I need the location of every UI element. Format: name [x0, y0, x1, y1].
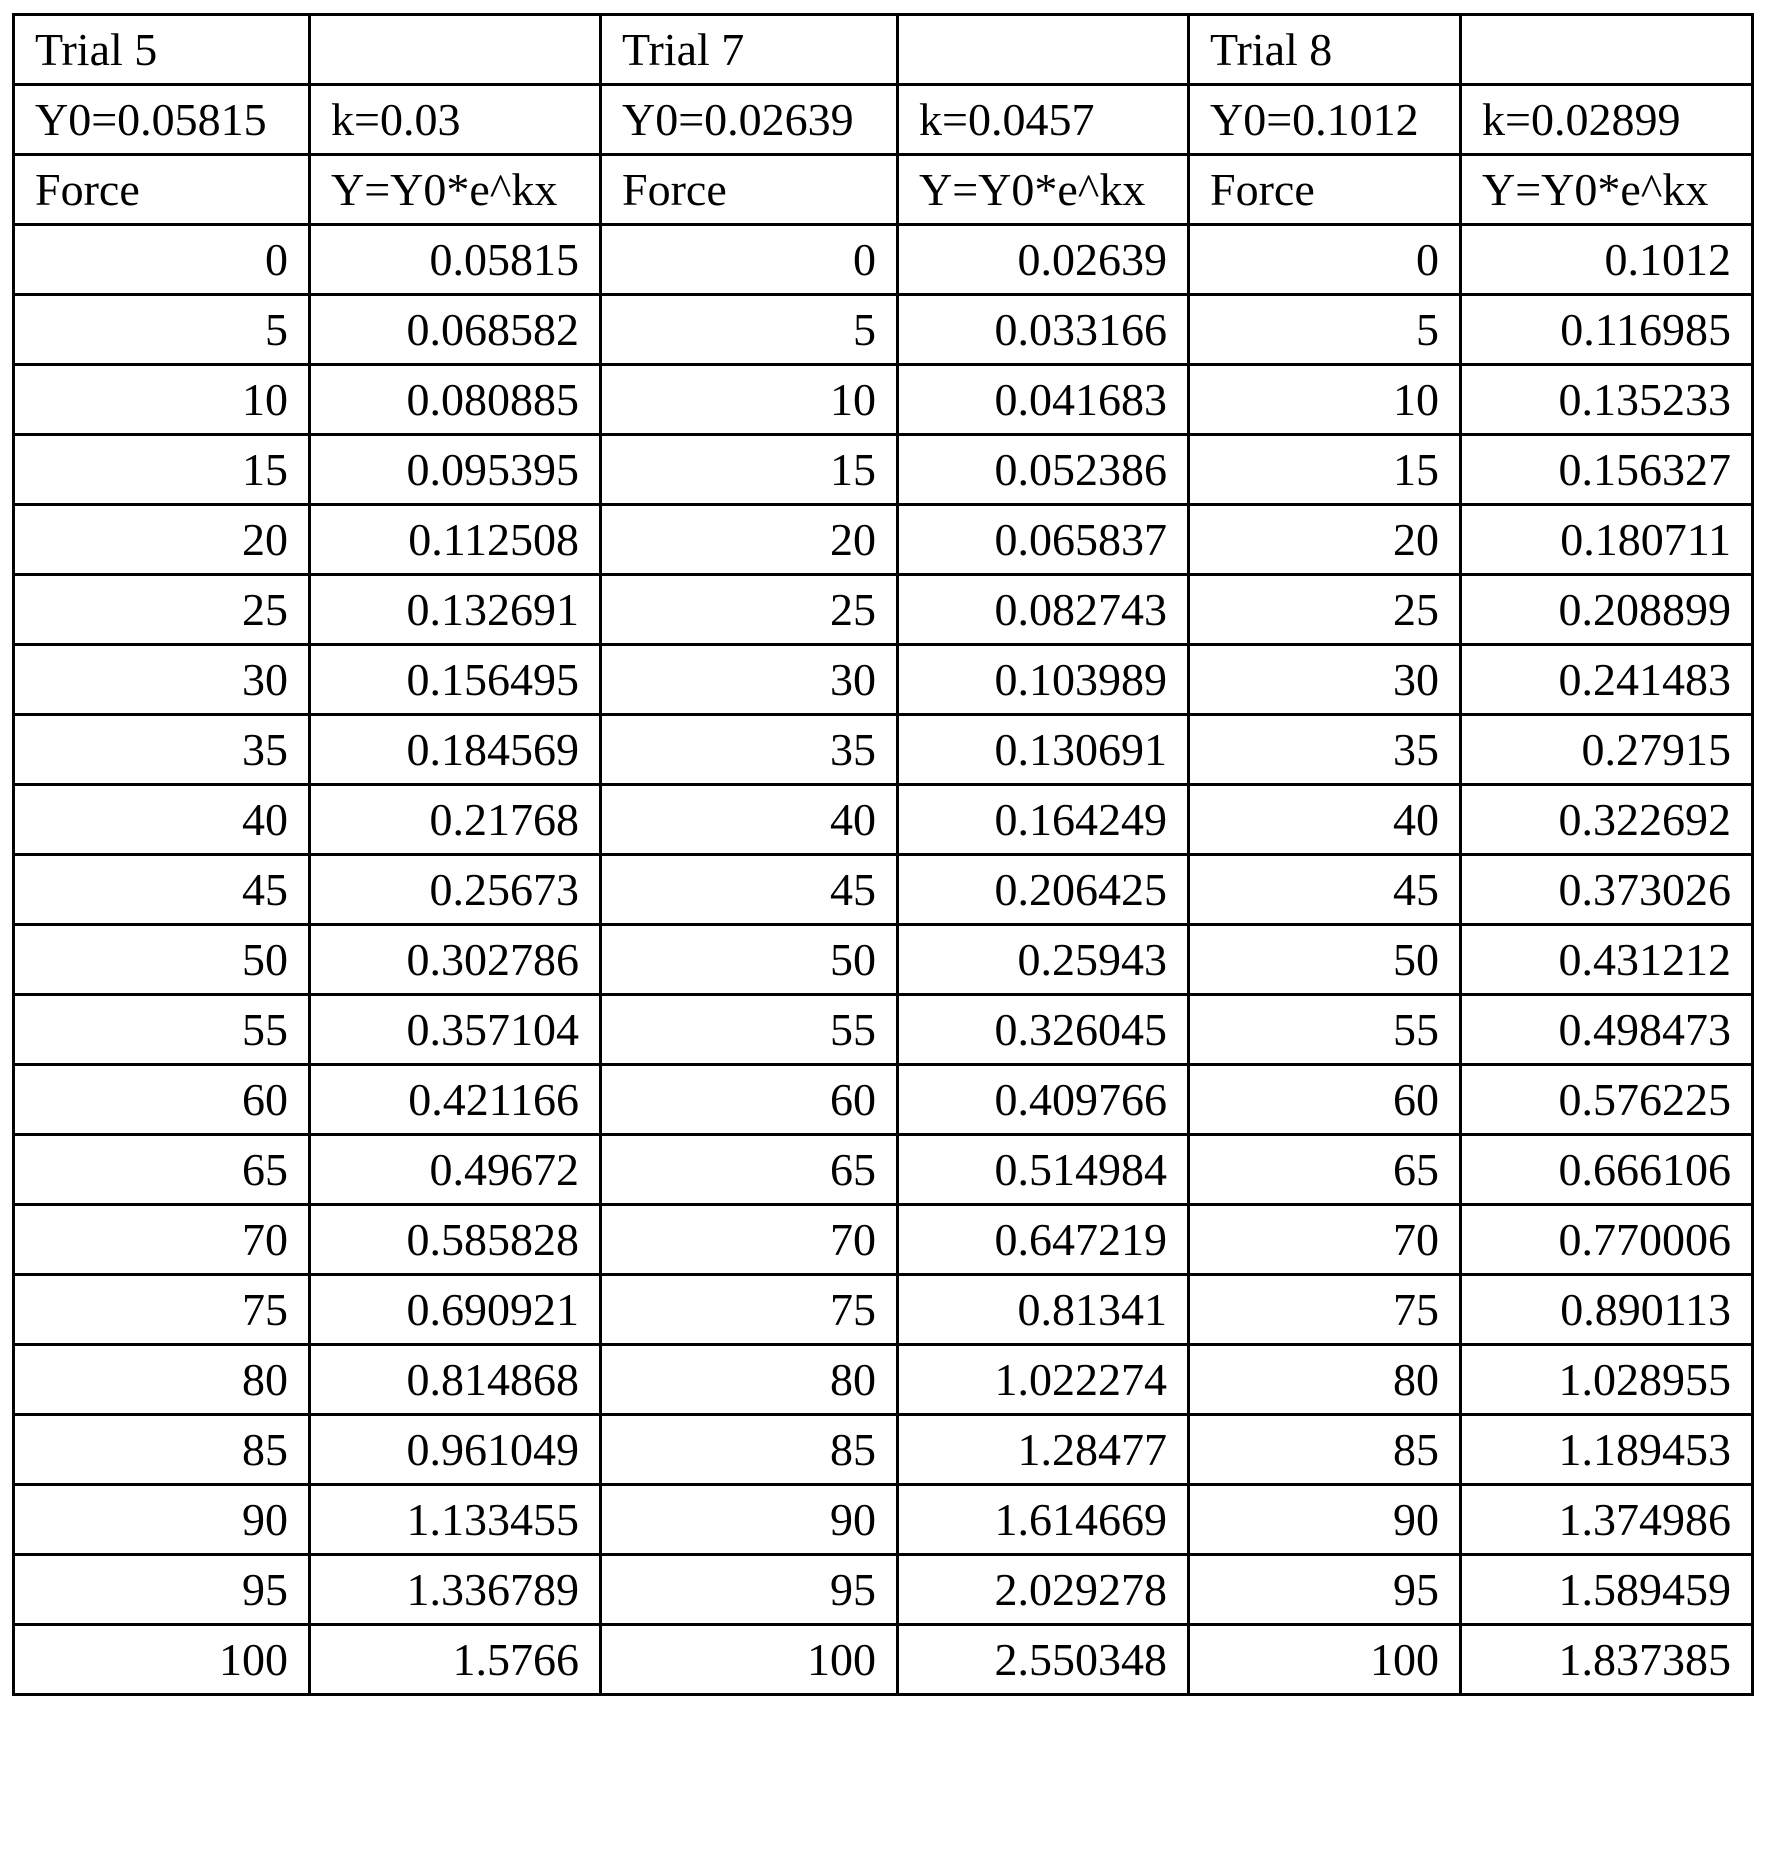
trial-7-y-cell: 0.164249 [898, 785, 1189, 855]
table-row [14, 855, 1753, 925]
trial-7-title: Trial 7 [601, 15, 898, 85]
trial-5-force-cell: 70 [14, 1205, 310, 1275]
trial-8-y-cell: 0.241483 [1461, 645, 1753, 715]
trial-7-y-header: Y=Y0*e^kx [898, 155, 1189, 225]
trial-5-force-cell: 25 [14, 575, 310, 645]
trial-8-y-cell: 0.135233 [1461, 365, 1753, 435]
trial-7-y-cell: 0.25943 [898, 925, 1189, 995]
trial-5-y-cell: 0.095395 [310, 435, 601, 505]
table-row [14, 295, 1753, 365]
trial-5-force-cell: 0 [14, 225, 310, 295]
trial-title-row [14, 15, 1753, 85]
trial-8-k: k=0.02899 [1461, 85, 1753, 155]
trial-7-y-cell: 0.033166 [898, 295, 1189, 365]
trial-7-force-cell: 95 [601, 1555, 898, 1625]
trial-8-y-cell: 1.589459 [1461, 1555, 1753, 1625]
trial-7-y-cell: 0.103989 [898, 645, 1189, 715]
trial-7-y-cell: 1.614669 [898, 1485, 1189, 1555]
trial-7-force-cell: 35 [601, 715, 898, 785]
trial-8-y-cell: 0.666106 [1461, 1135, 1753, 1205]
table-row [14, 1555, 1753, 1625]
trial-5-force-cell: 20 [14, 505, 310, 575]
table-row [14, 1485, 1753, 1555]
trial-8-force-cell: 25 [1189, 575, 1461, 645]
table-row [14, 225, 1753, 295]
trial-7-force-cell: 85 [601, 1415, 898, 1485]
trial-7-y-cell: 0.052386 [898, 435, 1189, 505]
trial-7-k: k=0.0457 [898, 85, 1189, 155]
trial-8-y-cell: 1.374986 [1461, 1485, 1753, 1555]
trial-5-y-cell: 0.132691 [310, 575, 601, 645]
trial-5-force-cell: 15 [14, 435, 310, 505]
trial-5-force-cell: 30 [14, 645, 310, 715]
trial-8-force-cell: 90 [1189, 1485, 1461, 1555]
table-row [14, 1345, 1753, 1415]
trial-7-title-blank [898, 15, 1189, 85]
trial-7-force-header: Force [601, 155, 898, 225]
trial-5-force-cell: 45 [14, 855, 310, 925]
trial-8-force-cell: 0 [1189, 225, 1461, 295]
trial-8-y-cell: 0.576225 [1461, 1065, 1753, 1135]
trial-5-force-cell: 75 [14, 1275, 310, 1345]
table-row [14, 365, 1753, 435]
trial-8-y-cell: 0.27915 [1461, 715, 1753, 785]
table-row [14, 715, 1753, 785]
trial-8-title-blank [1461, 15, 1753, 85]
trial-7-y-cell: 0.326045 [898, 995, 1189, 1065]
trial-7-y-cell: 2.029278 [898, 1555, 1189, 1625]
trial-7-y-cell: 0.130691 [898, 715, 1189, 785]
trial-7-y-cell: 0.02639 [898, 225, 1189, 295]
parameter-row [14, 85, 1753, 155]
table-row [14, 645, 1753, 715]
trial-8-y-cell: 0.770006 [1461, 1205, 1753, 1275]
trial-8-force-cell: 20 [1189, 505, 1461, 575]
trial-5-y-cell: 0.080885 [310, 365, 601, 435]
trial-7-y-cell: 0.041683 [898, 365, 1189, 435]
trial-5-force-cell: 40 [14, 785, 310, 855]
trial-8-force-cell: 80 [1189, 1345, 1461, 1415]
trial-7-y-cell: 1.022274 [898, 1345, 1189, 1415]
table-row [14, 435, 1753, 505]
table-row [14, 1415, 1753, 1485]
table-row [14, 1205, 1753, 1275]
trial-7-y-cell: 1.28477 [898, 1415, 1189, 1485]
trial-8-force-cell: 70 [1189, 1205, 1461, 1275]
trial-5-force-cell: 10 [14, 365, 310, 435]
trial-8-force-cell: 10 [1189, 365, 1461, 435]
trial-8-y-cell: 0.431212 [1461, 925, 1753, 995]
trial-7-force-cell: 15 [601, 435, 898, 505]
trial-5-y-cell: 1.336789 [310, 1555, 601, 1625]
trial-7-force-cell: 25 [601, 575, 898, 645]
trial-7-y0: Y0=0.02639 [601, 85, 898, 155]
table-row [14, 995, 1753, 1065]
trial-8-y-cell: 1.837385 [1461, 1625, 1753, 1695]
trial-8-force-cell: 30 [1189, 645, 1461, 715]
trial-7-y-cell: 2.550348 [898, 1625, 1189, 1695]
trial-8-force-cell: 75 [1189, 1275, 1461, 1345]
trial-7-y-cell: 0.065837 [898, 505, 1189, 575]
trial-8-force-cell: 5 [1189, 295, 1461, 365]
trial-5-y-cell: 0.156495 [310, 645, 601, 715]
trial-8-force-cell: 65 [1189, 1135, 1461, 1205]
trial-8-force-cell: 85 [1189, 1415, 1461, 1485]
trial-5-y-cell: 0.961049 [310, 1415, 601, 1485]
trial-7-y-cell: 0.647219 [898, 1205, 1189, 1275]
trial-5-k: k=0.03 [310, 85, 601, 155]
trial-5-y-cell: 0.112508 [310, 505, 601, 575]
trial-7-force-cell: 5 [601, 295, 898, 365]
trial-5-y-cell: 0.357104 [310, 995, 601, 1065]
trial-5-y-cell: 1.133455 [310, 1485, 601, 1555]
trial-5-force-cell: 90 [14, 1485, 310, 1555]
exponential-fit-table [12, 13, 1754, 1696]
trial-5-y-cell: 0.184569 [310, 715, 601, 785]
trial-7-force-cell: 65 [601, 1135, 898, 1205]
table-row [14, 785, 1753, 855]
trial-5-force-cell: 55 [14, 995, 310, 1065]
trial-5-y-cell: 0.05815 [310, 225, 601, 295]
trial-8-force-cell: 55 [1189, 995, 1461, 1065]
trial-5-y-cell: 0.068582 [310, 295, 601, 365]
trial-5-force-cell: 5 [14, 295, 310, 365]
trial-7-force-cell: 50 [601, 925, 898, 995]
trial-8-force-cell: 95 [1189, 1555, 1461, 1625]
trial-5-force-cell: 85 [14, 1415, 310, 1485]
trial-7-y-cell: 0.206425 [898, 855, 1189, 925]
trial-5-y-cell: 0.585828 [310, 1205, 601, 1275]
table-row [14, 575, 1753, 645]
trial-8-y0: Y0=0.1012 [1189, 85, 1461, 155]
trial-7-force-cell: 80 [601, 1345, 898, 1415]
trial-5-y-cell: 0.21768 [310, 785, 601, 855]
trial-8-force-cell: 50 [1189, 925, 1461, 995]
trial-5-force-cell: 80 [14, 1345, 310, 1415]
trial-8-force-header: Force [1189, 155, 1461, 225]
trial-7-force-cell: 100 [601, 1625, 898, 1695]
trial-8-force-cell: 45 [1189, 855, 1461, 925]
trial-5-force-cell: 100 [14, 1625, 310, 1695]
trial-8-y-header: Y=Y0*e^kx [1461, 155, 1753, 225]
trial-7-force-cell: 60 [601, 1065, 898, 1135]
trial-7-force-cell: 10 [601, 365, 898, 435]
trial-7-y-cell: 0.514984 [898, 1135, 1189, 1205]
trial-7-force-cell: 0 [601, 225, 898, 295]
trial-5-y-cell: 1.5766 [310, 1625, 601, 1695]
trial-7-force-cell: 75 [601, 1275, 898, 1345]
trial-7-force-cell: 30 [601, 645, 898, 715]
trial-8-force-cell: 40 [1189, 785, 1461, 855]
table-row [14, 925, 1753, 995]
trial-5-y-cell: 0.690921 [310, 1275, 601, 1345]
trial-7-force-cell: 90 [601, 1485, 898, 1555]
trial-5-force-cell: 95 [14, 1555, 310, 1625]
table-row [14, 505, 1753, 575]
table-row [14, 1625, 1753, 1695]
trial-8-y-cell: 0.1012 [1461, 225, 1753, 295]
trial-5-y-cell: 0.49672 [310, 1135, 601, 1205]
trial-8-y-cell: 0.322692 [1461, 785, 1753, 855]
trial-8-force-cell: 60 [1189, 1065, 1461, 1135]
trial-7-y-cell: 0.082743 [898, 575, 1189, 645]
trial-7-y-cell: 0.81341 [898, 1275, 1189, 1345]
table-row [14, 1275, 1753, 1345]
trial-8-force-cell: 100 [1189, 1625, 1461, 1695]
trial-8-y-cell: 0.890113 [1461, 1275, 1753, 1345]
trial-5-force-cell: 35 [14, 715, 310, 785]
table-row [14, 1135, 1753, 1205]
trial-8-y-cell: 0.373026 [1461, 855, 1753, 925]
trial-5-force-cell: 65 [14, 1135, 310, 1205]
trial-7-force-cell: 45 [601, 855, 898, 925]
trial-8-force-cell: 35 [1189, 715, 1461, 785]
trial-8-y-cell: 0.498473 [1461, 995, 1753, 1065]
trial-5-y0: Y0=0.05815 [14, 85, 310, 155]
trial-5-y-cell: 0.421166 [310, 1065, 601, 1135]
trial-7-force-cell: 20 [601, 505, 898, 575]
trial-7-force-cell: 55 [601, 995, 898, 1065]
trial-8-y-cell: 0.116985 [1461, 295, 1753, 365]
trial-7-force-cell: 40 [601, 785, 898, 855]
trial-5-title-blank [310, 15, 601, 85]
column-header-row [14, 155, 1753, 225]
trial-5-y-cell: 0.25673 [310, 855, 601, 925]
trial-5-force-cell: 50 [14, 925, 310, 995]
trial-8-title: Trial 8 [1189, 15, 1461, 85]
trial-5-force-cell: 60 [14, 1065, 310, 1135]
trial-8-y-cell: 1.189453 [1461, 1415, 1753, 1485]
trial-8-y-cell: 0.208899 [1461, 575, 1753, 645]
trial-8-force-cell: 15 [1189, 435, 1461, 505]
trial-5-y-cell: 0.814868 [310, 1345, 601, 1415]
trial-5-title: Trial 5 [14, 15, 310, 85]
table-row [14, 1065, 1753, 1135]
trial-8-y-cell: 0.180711 [1461, 505, 1753, 575]
trial-5-y-header: Y=Y0*e^kx [310, 155, 601, 225]
trial-8-y-cell: 0.156327 [1461, 435, 1753, 505]
trial-5-y-cell: 0.302786 [310, 925, 601, 995]
trial-7-y-cell: 0.409766 [898, 1065, 1189, 1135]
trial-5-force-header: Force [14, 155, 310, 225]
trial-8-y-cell: 1.028955 [1461, 1345, 1753, 1415]
trial-7-force-cell: 70 [601, 1205, 898, 1275]
